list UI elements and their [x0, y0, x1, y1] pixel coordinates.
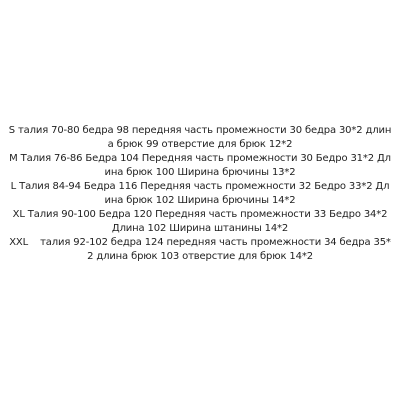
size-row-s: S талия 70-80 бедра 98 передняя часть промежности 30 бедра 30*2 длина брюк 99 отверстие для брюк 12*2 [8, 125, 392, 150]
size-chart-text [8, 124, 392, 264]
size-row-m: M Талия 76-86 Бедра 104 Передняя часть промежности 30 Бедро 31*2 Длина брюк 100 Ширина брючины 13*2 [9, 153, 391, 178]
size-row-xl: XL Талия 90-100 Бедра 120 Передняя часть промежности 33 Бедро 34*2 Длина 102 Ширина штанины 14*2 [12, 209, 388, 234]
size-row-xxl: XXL талия 92-102 бедра 124 передняя часть промежности 34 бедра 35*2 длина брюк 103 отверстие для брюк 14*2 [9, 237, 391, 262]
size-row-l: L Талия 84-94 Бедра 116 Передняя часть промежности 32 Бедро 33*2 Длина брюк 102 Ширина брючины 14*2 [10, 181, 390, 206]
